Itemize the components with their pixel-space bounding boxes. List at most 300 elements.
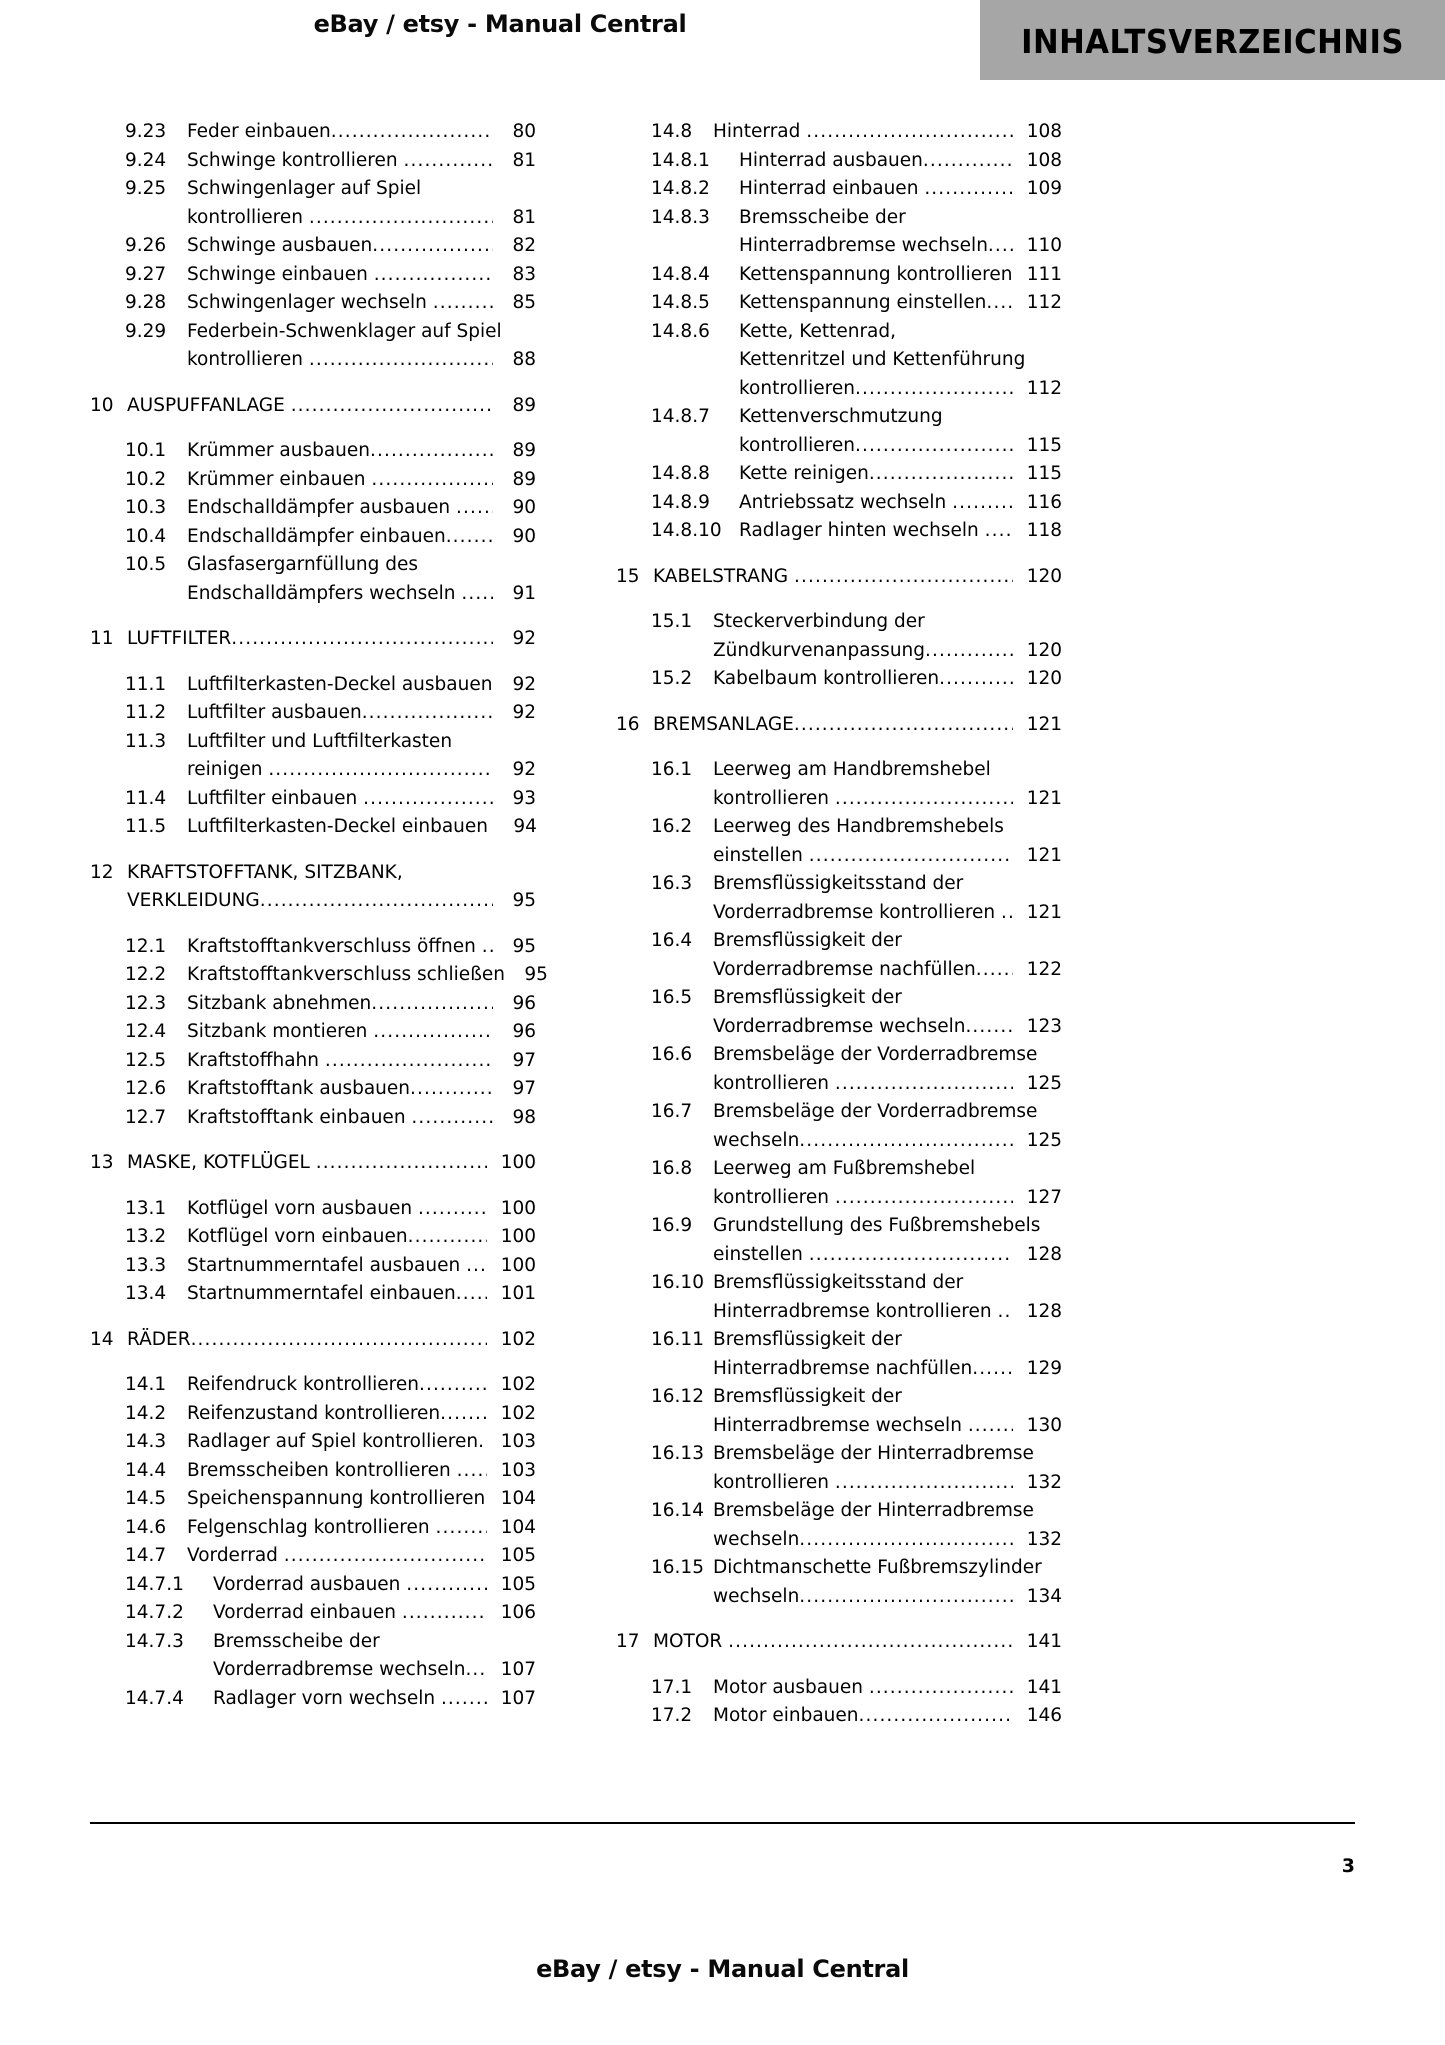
toc-entry-title: Startnummerntafel einbauen [187, 1283, 456, 1304]
toc-entry[interactable] [90, 1075, 536, 1104]
toc-entry-page: 100 [500, 1254, 536, 1276]
toc-entry-title: KABELSTRANG [653, 565, 795, 587]
toc-entry[interactable] [90, 1542, 536, 1571]
toc-entry-line [713, 1212, 1062, 1241]
toc-entry[interactable] [616, 1041, 1062, 1098]
toc-entry-page: 120 [1026, 565, 1062, 587]
toc-entry-body [739, 261, 1062, 290]
toc-entry[interactable] [616, 1440, 1062, 1497]
toc-entry-line [653, 711, 1062, 740]
toc-entry-body [187, 318, 536, 375]
toc-entry[interactable] [90, 289, 536, 318]
toc-entry-number: 16.5 [651, 987, 693, 1008]
toc-entry-page: 102 [500, 1402, 536, 1424]
toc-leader-dots [441, 1685, 487, 1714]
toc-entry[interactable] [90, 318, 536, 375]
toc-entry-number: 14.8.10 [651, 520, 722, 541]
toc-entry-body [653, 711, 1062, 740]
toc-entry-page: 120 [1026, 668, 1062, 689]
toc-entry[interactable] [90, 118, 536, 147]
toc-entry[interactable] [90, 859, 536, 916]
toc-entry-line [713, 118, 1062, 147]
toc-entry-body [187, 289, 536, 318]
toc-entry[interactable] [616, 489, 1062, 518]
toc-entry-line [187, 523, 536, 552]
toc-entry-line [739, 261, 1062, 290]
toc-column-left [90, 118, 548, 1731]
toc-entry-line [713, 1184, 1062, 1213]
toc-entry[interactable] [90, 1149, 536, 1178]
toc-entry-line [187, 1371, 536, 1400]
toc-entry-page: 121 [1026, 787, 1062, 809]
toc-entry[interactable] [616, 1155, 1062, 1212]
toc-entry-line [739, 517, 1062, 546]
toc-entry-line [713, 956, 1062, 985]
toc-leader-dots [260, 887, 493, 916]
toc-entry-number: 9.29 [125, 320, 167, 342]
toc-entry-line [713, 984, 1062, 1013]
toc-entry-line [127, 859, 536, 888]
toc-entry-line [187, 1280, 536, 1309]
toc-entry-number: 11 [90, 628, 114, 649]
toc-entry-line [713, 1383, 1062, 1412]
toc-entry-number: 16.12 [651, 1386, 704, 1407]
toc-leader-dots [939, 665, 1013, 694]
toc-entry-number: 17 [616, 1631, 640, 1652]
toc-entry-title: Bremsscheibe der [213, 1630, 380, 1652]
toc-entry-title: Hinterrad einbauen [739, 178, 925, 199]
toc-entry-number: 9.27 [125, 263, 167, 285]
toc-entry[interactable] [616, 1269, 1062, 1326]
toc-entry-line [713, 1469, 1062, 1498]
toc-entry-body [187, 1542, 536, 1571]
toc-entry-page: 132 [1026, 1528, 1062, 1550]
toc-leader-dots [482, 933, 493, 962]
toc-entry-line [187, 551, 536, 580]
toc-entry[interactable] [90, 1104, 536, 1133]
toc-entry-page: 97 [512, 1049, 536, 1071]
toc-entry-line [713, 1526, 1062, 1555]
toc-leader-dots [418, 1195, 487, 1224]
toc-entry-body [187, 1047, 536, 1076]
toc-leader-dots [972, 1355, 1013, 1384]
toc-entry[interactable] [616, 1554, 1062, 1611]
toc-leader-dots [456, 494, 493, 523]
toc-entry[interactable] [616, 1674, 1062, 1703]
toc-entry-line [713, 1583, 1062, 1612]
toc-entry-body [713, 608, 1062, 665]
toc-entry-title: Hinterrad ausbauen [739, 149, 923, 171]
toc-entry-title: Vorderrad einbauen [213, 1602, 402, 1623]
toc-leader-dots [794, 711, 1013, 740]
toc-entry-body [187, 261, 536, 290]
toc-entry[interactable] [616, 1326, 1062, 1383]
toc-entry[interactable] [616, 204, 1062, 261]
toc-entry[interactable] [90, 1252, 536, 1281]
toc-entry[interactable] [90, 671, 536, 700]
toc-entry-page: 112 [1026, 292, 1062, 313]
toc-entry-title: Schwinge kontrollieren [187, 149, 404, 171]
toc-entry[interactable] [90, 494, 536, 523]
toc-entry-page: 103 [500, 1431, 536, 1452]
toc-entry-body [187, 1280, 536, 1309]
toc-entry-title: wechseln [713, 1585, 800, 1607]
toc-entry[interactable] [616, 1383, 1062, 1440]
toc-entry[interactable] [616, 1098, 1062, 1155]
toc-leader-dots [799, 1583, 1013, 1612]
toc-entry-line [713, 842, 1062, 871]
toc-entry[interactable] [90, 785, 536, 814]
toc-entry-line [713, 1127, 1062, 1156]
toc-entry-title: kontrollieren [713, 1072, 835, 1094]
toc-entry-body [187, 961, 548, 990]
toc-entry[interactable] [616, 665, 1062, 694]
toc-entry-page: 81 [512, 206, 536, 228]
toc-entry-title: einstellen [713, 1243, 809, 1265]
toc-entry[interactable] [616, 984, 1062, 1041]
toc-entry-number: 13.2 [125, 1226, 167, 1247]
toc-entry[interactable] [90, 232, 536, 261]
toc-entry-title: Kraftstofftankverschluss schließen [187, 964, 505, 985]
toc-entry-page: 107 [500, 1659, 536, 1680]
toc-entry-page: 132 [1026, 1471, 1062, 1493]
toc-entry-page: 122 [1026, 958, 1062, 980]
toc-entry-page: 120 [1026, 639, 1062, 661]
toc-entry[interactable] [90, 961, 548, 990]
toc-entry-title: Kotflügel vorn einbauen [187, 1226, 408, 1247]
toc-entry-title: Bremsbeläge der Vorderradbremse [713, 1101, 1038, 1122]
toc-entry-title: BREMSANLAGE [653, 713, 794, 735]
toc-entry-line [187, 756, 536, 785]
toc-entry-title: Federbein-Schwenklager auf Spiel [187, 320, 502, 342]
toc-entry-title: Bremsflüssigkeitsstand der [713, 873, 964, 894]
toc-entry-line [713, 1440, 1062, 1469]
toc-entry-line [187, 961, 548, 990]
toc-entry-line [187, 261, 536, 290]
toc-entry-body [739, 147, 1062, 176]
toc-entry-line [187, 580, 536, 609]
toc-entry-title: kontrollieren [187, 206, 309, 228]
toc-leader-dots [976, 956, 1013, 985]
toc-entry-body [739, 204, 1062, 261]
toc-entry[interactable] [90, 1047, 536, 1076]
toc-leader-dots [291, 392, 493, 421]
toc-entry-body [187, 1195, 536, 1224]
toc-entry[interactable] [616, 118, 1062, 147]
toc-entry[interactable] [90, 813, 536, 842]
footer-divider [90, 1822, 1355, 1824]
toc-entry-line [739, 175, 1062, 204]
toc-entry-page: 105 [500, 1545, 536, 1566]
toc-entry[interactable] [616, 460, 1062, 489]
toc-entry-title: kontrollieren [713, 1471, 835, 1493]
toc-entry-body [187, 671, 536, 700]
toc-entry-line [187, 990, 536, 1019]
toc-entry[interactable] [616, 1702, 1062, 1731]
toc-entry[interactable] [90, 699, 536, 728]
toc-entry[interactable] [90, 1400, 536, 1429]
toc-entry[interactable] [616, 147, 1062, 176]
toc-entry-title: Endschalldämpfers wechseln [187, 582, 462, 604]
toc-entry[interactable] [90, 147, 536, 176]
toc-entry[interactable] [90, 1571, 536, 1600]
toc-entry-page: 104 [500, 1488, 536, 1509]
toc-entry-title: VERKLEIDUNG [127, 890, 260, 911]
toc-entry-number: 14 [90, 1328, 114, 1350]
toc-entry-title: Kette, Kettenrad, [739, 320, 897, 342]
toc-entry-body [713, 1674, 1062, 1703]
toc-entry-line [739, 375, 1062, 404]
toc-entry-line [739, 289, 1062, 318]
toc-entry-body [739, 517, 1062, 546]
toc-entry-title: Schwinge einbauen [187, 263, 374, 285]
toc-entry[interactable] [90, 1326, 536, 1355]
toc-entry-title: Krümmer ausbauen [187, 440, 370, 461]
toc-entry-page: 83 [512, 263, 536, 285]
toc-entry-number: 16.7 [651, 1101, 693, 1122]
toc-entry-body [187, 728, 536, 785]
toc-entry-body [713, 927, 1062, 984]
toc-entry-title: LUFTFILTER [127, 628, 232, 649]
toc-entry-body [187, 1223, 536, 1252]
toc-entry[interactable] [90, 1514, 536, 1543]
toc-entry-line [127, 625, 536, 654]
toc-entry[interactable] [90, 1685, 536, 1714]
toc-entry-line [713, 870, 1062, 899]
toc-entry-page: 94 [513, 816, 537, 837]
toc-entry-number: 14.8.9 [651, 491, 710, 513]
toc-leader-dots [835, 1469, 1013, 1498]
toc-entry-number: 14.7.3 [125, 1630, 184, 1652]
toc-entry[interactable] [616, 870, 1062, 927]
toc-leader-dots [372, 232, 493, 261]
toc-entry-body [187, 933, 536, 962]
toc-leader-dots [869, 460, 1013, 489]
toc-entry-title: Felgenschlag kontrollieren [187, 1516, 436, 1538]
toc-entry-body [187, 1514, 536, 1543]
toc-entry-line [739, 460, 1062, 489]
toc-entry-number: 11.1 [125, 673, 167, 695]
toc-entry[interactable] [90, 1280, 536, 1309]
toc-entry-title: Kettenritzel und Kettenführung [739, 349, 1026, 370]
toc-leader-dots [466, 1252, 487, 1281]
toc-entry-body [713, 813, 1062, 870]
toc-entry[interactable] [90, 1195, 536, 1224]
toc-entry-title: Kraftstoffhahn [187, 1049, 325, 1071]
toc-entry-title: Hinterradbremse kontrollieren [713, 1300, 998, 1322]
toc-leader-dots [331, 118, 493, 147]
toc-entry-body [127, 392, 536, 421]
toc-entry-title: Schwingenlager wechseln [187, 292, 433, 313]
toc-entry-body [739, 289, 1062, 318]
toc-entry-line [187, 466, 536, 495]
toc-entry-body [713, 1041, 1062, 1098]
toc-leader-dots [440, 1400, 487, 1429]
toc-entry-number: 11.5 [125, 816, 167, 837]
toc-entry[interactable] [616, 711, 1062, 740]
toc-leader-dots [325, 1047, 493, 1076]
toc-leader-dots [835, 1184, 1013, 1213]
toc-entry-number: 10.1 [125, 440, 167, 461]
toc-entry[interactable] [90, 466, 536, 495]
toc-entry[interactable] [90, 1628, 536, 1685]
toc-entry[interactable] [616, 318, 1062, 404]
toc-entry-number: 16.3 [651, 873, 693, 894]
table-of-contents [0, 118, 1445, 1731]
toc-entry-body [187, 1075, 536, 1104]
toc-entry[interactable] [90, 1223, 536, 1252]
toc-entry-title: Luftfilterkasten-Deckel einbauen [187, 816, 494, 837]
toc-leader-dots [456, 1280, 487, 1309]
toc-entry-page: 92 [512, 628, 536, 649]
toc-entry-number: 13.4 [125, 1283, 167, 1304]
toc-leader-dots [284, 1542, 487, 1571]
toc-leader-dots [410, 1075, 493, 1104]
toc-entry-body [213, 1628, 536, 1685]
toc-entry-page: 125 [1026, 1072, 1062, 1094]
toc-entry-page: 80 [512, 121, 536, 142]
toc-entry-number: 14.8.6 [651, 320, 710, 342]
toc-entry[interactable] [616, 175, 1062, 204]
toc-entry-body [739, 175, 1062, 204]
toc-entry[interactable] [90, 625, 536, 654]
toc-entry-body [187, 1428, 536, 1457]
toc-entry[interactable] [616, 1212, 1062, 1269]
toc-entry[interactable] [90, 437, 536, 466]
toc-entry-title: Leerweg des Handbremshebels [713, 816, 1004, 837]
toc-entry-title: Bremsbeläge der Hinterradbremse [713, 1500, 1034, 1521]
toc-entry[interactable] [616, 1628, 1062, 1657]
toc-entry[interactable] [90, 261, 536, 290]
toc-entry[interactable] [90, 1018, 536, 1047]
toc-entry[interactable] [616, 403, 1062, 460]
toc-entry-title: kontrollieren [713, 787, 835, 809]
toc-entry-number: 12.7 [125, 1106, 167, 1128]
toc-entry[interactable] [90, 1457, 536, 1486]
toc-entry[interactable] [90, 523, 536, 552]
toc-entry-page: 115 [1026, 434, 1062, 456]
toc-entry[interactable] [616, 608, 1062, 665]
toc-entry-line [713, 1013, 1062, 1042]
toc-entry-body [187, 466, 536, 495]
toc-entry-number: 9.23 [125, 121, 167, 142]
toc-entry-line [213, 1685, 536, 1714]
toc-leader-dots [986, 289, 1013, 318]
toc-entry-title: Kettenspannung kontrollieren [739, 263, 1013, 285]
toc-entry-body [127, 1326, 536, 1355]
toc-entry-page: 116 [1026, 491, 1062, 513]
toc-entry-line [187, 785, 536, 814]
toc-entry-title: Bremsscheiben kontrollieren [187, 1459, 457, 1481]
toc-entry[interactable] [90, 933, 536, 962]
toc-entry-page: 112 [1026, 377, 1062, 399]
toc-entry[interactable] [90, 175, 536, 232]
toc-entry-number: 13.3 [125, 1254, 167, 1276]
toc-entry-title: Luftfilter einbauen [187, 787, 364, 809]
toc-leader-dots [402, 1599, 487, 1628]
toc-entry-line [187, 1542, 536, 1571]
toc-entry-line [187, 933, 536, 962]
toc-entry-line [187, 1428, 536, 1457]
toc-entry-line [213, 1628, 536, 1657]
toc-entry[interactable] [90, 392, 536, 421]
toc-entry[interactable] [616, 289, 1062, 318]
toc-entry-page: 92 [512, 759, 536, 780]
toc-entry-number: 12.2 [125, 964, 167, 985]
toc-entry-title: Kraftstofftank einbauen [187, 1106, 412, 1128]
toc-entry-number: 14.4 [125, 1459, 167, 1481]
toc-entry-body [713, 1326, 1062, 1383]
toc-entry[interactable] [90, 728, 536, 785]
toc-leader-dots [988, 232, 1013, 261]
toc-leader-dots [374, 261, 493, 290]
toc-entry-title: Vorderradbremse wechseln [213, 1659, 466, 1680]
toc-entry[interactable] [616, 563, 1062, 592]
toc-entry-page: 127 [1026, 1186, 1062, 1208]
toc-entry-line [187, 1485, 536, 1514]
toc-entry[interactable] [90, 551, 536, 608]
toc-entry-title: Sitzbank montieren [187, 1021, 374, 1042]
toc-entry-page: 128 [1026, 1243, 1062, 1265]
toc-entry-line [713, 1041, 1062, 1070]
toc-entry-number: 14.8.3 [651, 206, 710, 228]
toc-entry-body [713, 1269, 1062, 1326]
toc-entry-page: 85 [512, 292, 536, 313]
toc-entry-title: Kabelbaum kontrollieren [713, 668, 940, 689]
toc-entry-body [653, 563, 1062, 592]
toc-entry[interactable] [90, 1371, 536, 1400]
toc-entry[interactable] [616, 261, 1062, 290]
toc-entry[interactable] [616, 1497, 1062, 1554]
toc-leader-dots [446, 523, 493, 552]
toc-entry-number: 16.8 [651, 1158, 693, 1179]
toc-entry[interactable] [616, 756, 1062, 813]
toc-entry[interactable] [90, 1485, 536, 1514]
toc-leader-dots [436, 1514, 488, 1543]
toc-leader-dots [406, 1571, 487, 1600]
toc-entry[interactable] [616, 517, 1062, 546]
toc-entry-number: 14.8.8 [651, 463, 710, 484]
toc-entry-line [213, 1571, 536, 1600]
toc-entry-body [713, 984, 1062, 1041]
toc-entry-title: Schwingenlager auf Spiel [187, 178, 422, 199]
toc-entry-title: Kraftstofftankverschluss öffnen [187, 935, 482, 957]
toc-entry[interactable] [90, 1428, 536, 1457]
toc-leader-dots [268, 756, 493, 785]
toc-entry-page: 90 [512, 525, 536, 547]
toc-entry-page: 128 [1026, 1300, 1062, 1322]
toc-entry-number: 11.2 [125, 702, 167, 723]
toc-entry-page: 100 [500, 1152, 536, 1173]
toc-entry-line [187, 318, 536, 347]
toc-entry-page: 102 [500, 1374, 536, 1395]
toc-entry-number: 12.1 [125, 935, 167, 957]
toc-entry[interactable] [616, 813, 1062, 870]
toc-entry-line [187, 1104, 536, 1133]
toc-entry-line [187, 204, 536, 233]
toc-entry-title: Reifenzustand kontrollieren [187, 1402, 441, 1424]
toc-entry-number: 14.7.1 [125, 1573, 184, 1595]
toc-entry[interactable] [90, 990, 536, 1019]
toc-entry[interactable] [90, 1599, 536, 1628]
toc-entry-title: Steckerverbindung der [713, 611, 925, 632]
toc-entry-page: 146 [1026, 1705, 1062, 1726]
toc-entry[interactable] [616, 927, 1062, 984]
toc-entry-page: 95 [512, 890, 536, 911]
toc-entry-page: 110 [1026, 235, 1062, 256]
toc-entry-number: 17.1 [651, 1676, 693, 1698]
toc-entry-title: Vorderradbremse wechseln [713, 1015, 966, 1037]
